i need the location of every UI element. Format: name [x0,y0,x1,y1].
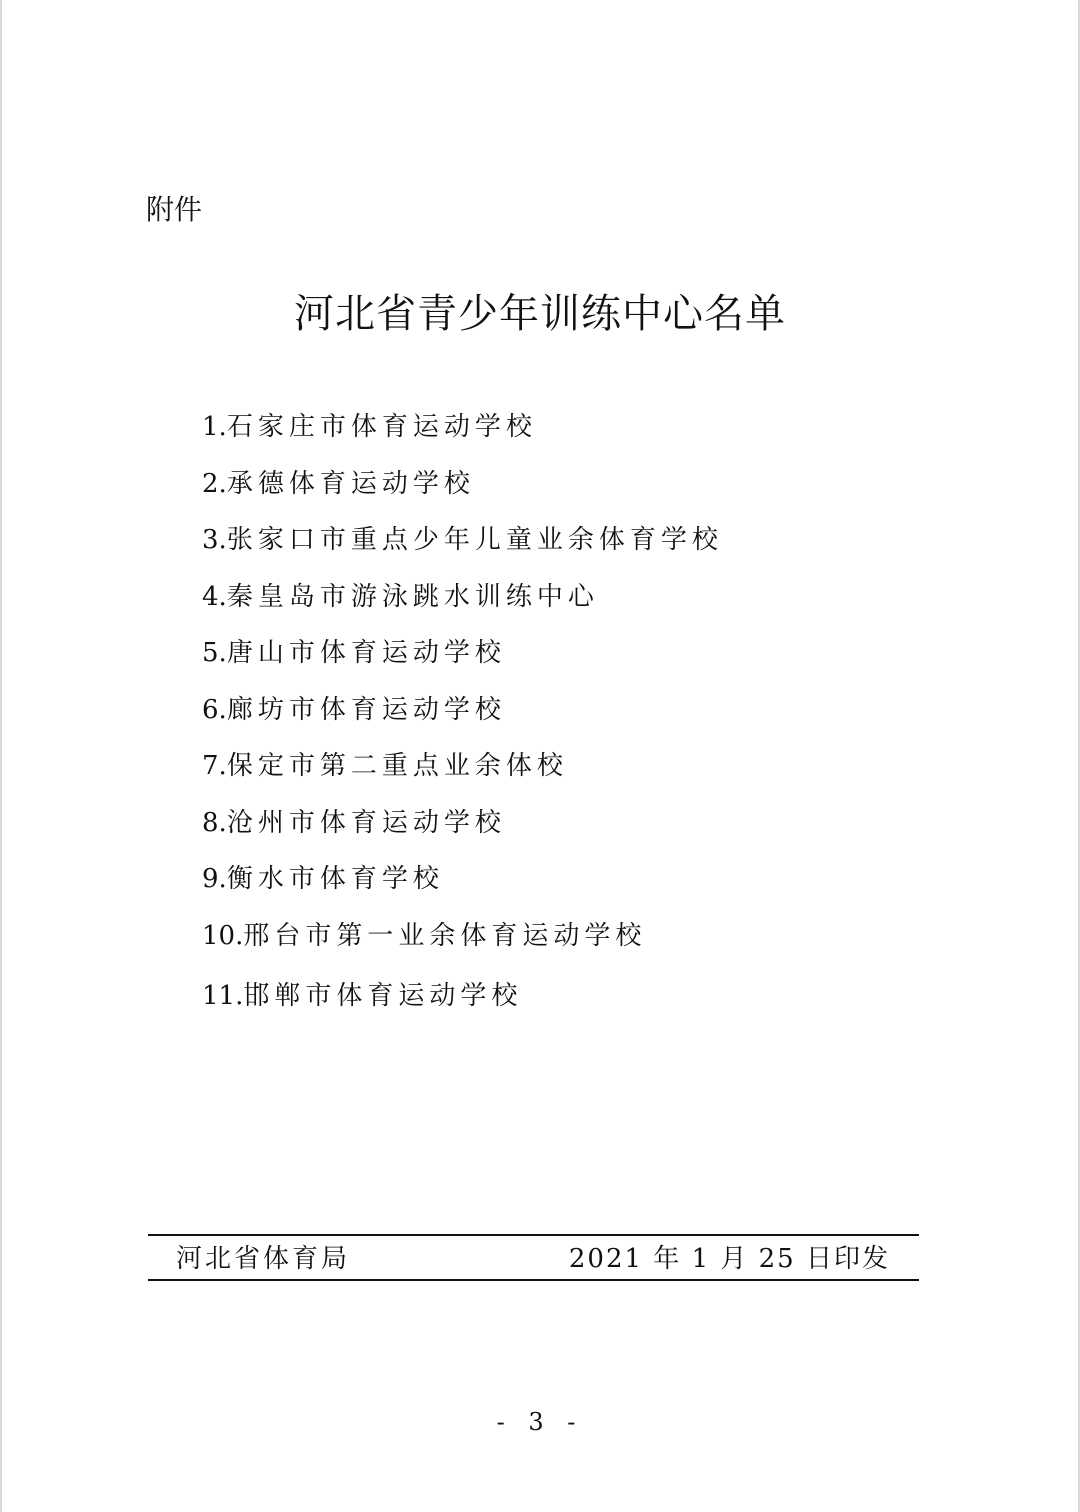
list-item [202,974,723,1031]
list-item-name: 承德体育运动学校 [226,468,475,499]
list-item [202,518,723,575]
attachment-label: 附件 [146,193,203,226]
list-item-number: 5. [202,638,227,668]
issuer-name: 河北省体育局 [176,1244,351,1274]
list-item-number: 6. [202,694,227,725]
list-item-name: 唐山市体育运动学校 [226,638,506,668]
document-title: 河北省青少年训练中心名单 [294,291,786,337]
list-item-name: 邢台市第一业余体育运动学校 [243,920,647,951]
list-item-number: 1. [202,412,227,442]
list-item [202,405,723,462]
list-item-number: 11. [202,981,244,1011]
list-item-number: 3. [202,525,227,555]
list-item-name: 秦皇岛市游泳跳水训练中心 [226,581,599,612]
list-item-name: 衡水市体育学校 [226,864,444,894]
list-item-name: 石家庄市体育运动学校 [226,412,537,442]
list-item-name: 邯郸市体育运动学校 [243,981,523,1011]
list-item-number: 2. [202,468,227,499]
training-center-list [202,405,723,1031]
list-item [202,688,723,745]
list-item [202,801,723,858]
footer-bottom-rule [148,1279,919,1281]
list-item [202,631,723,688]
list-item [202,914,723,971]
list-item [202,857,723,914]
list-item-name: 沧州市体育运动学校 [226,807,506,838]
page-edge-left [0,0,2,1512]
footer-top-rule [148,1234,919,1236]
list-item-number: 7. [202,751,227,781]
list-item [202,744,723,801]
list-item-name: 张家口市重点少年儿童业余体育学校 [226,525,723,555]
list-item-name: 廊坊市体育运动学校 [226,694,506,725]
list-item-number: 9. [202,864,227,894]
list-item-number: 10. [202,920,244,951]
list-item-number: 8. [202,807,227,838]
list-item [202,575,723,632]
list-item-number: 4. [202,581,227,612]
list-item [202,462,723,519]
list-item-name: 保定市第二重点业余体校 [226,751,568,781]
page-number: - 3 - [496,1408,584,1436]
issue-date: 2021 年 1 月 25 日印发 [568,1244,890,1274]
